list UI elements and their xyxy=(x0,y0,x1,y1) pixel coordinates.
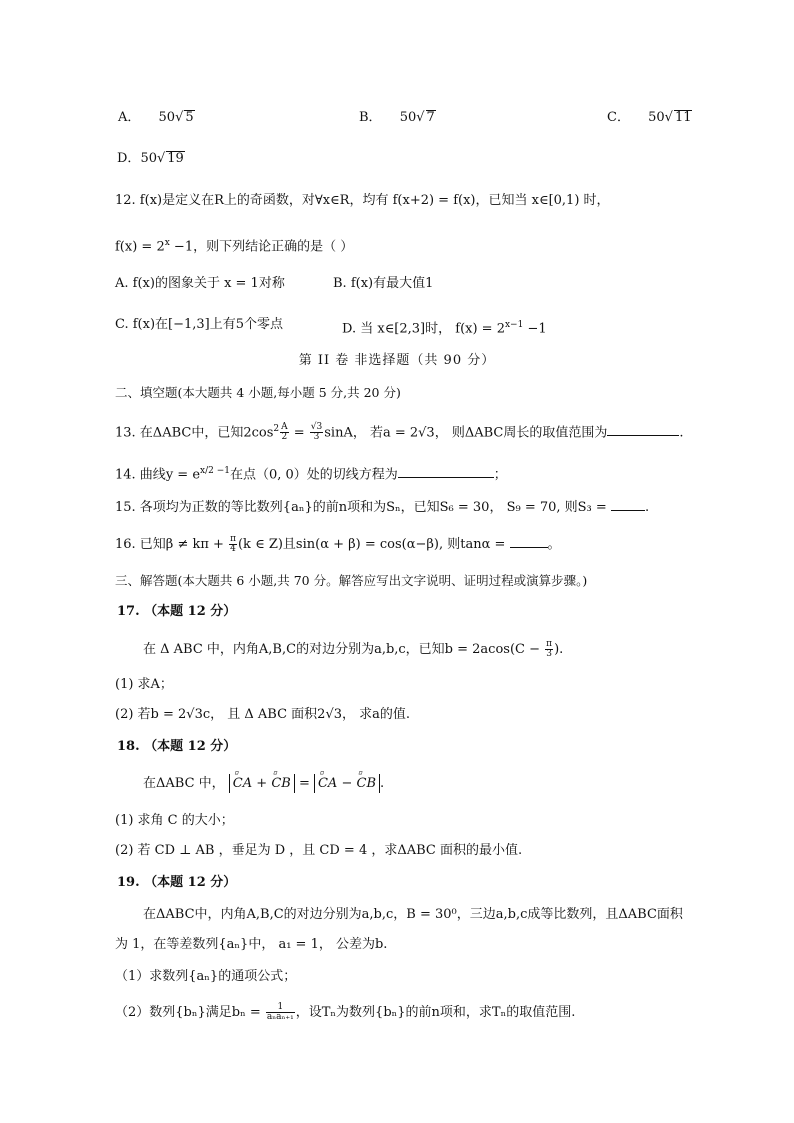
q17-fraction xyxy=(545,640,553,659)
frac-denominator: 3 xyxy=(546,649,552,659)
sqrt-symbol: √ xyxy=(664,110,673,125)
frac-numerator: A xyxy=(281,422,288,433)
q13-end: . xyxy=(679,425,684,441)
q15-end: . xyxy=(644,500,650,515)
q16-fraction xyxy=(229,535,237,554)
q17-stem xyxy=(143,640,563,659)
q11-option-a xyxy=(118,109,195,127)
option-tail: −1 xyxy=(523,321,547,337)
q17-part1: (1) 求A； xyxy=(115,677,173,692)
q18-part1: (1) 求角 C 的大小； xyxy=(115,813,234,828)
q19-fraction xyxy=(266,1003,295,1022)
option-label: B． xyxy=(359,110,382,125)
frac-numerator: π xyxy=(230,534,236,544)
q19-part2 xyxy=(115,1003,575,1022)
sqrt-symbol: √ xyxy=(156,151,166,166)
part2-heading: 二、填空题(本大题共 4 小题,每小题 5 分,共 20 分) xyxy=(115,385,401,400)
option-radicand: 19 xyxy=(167,151,184,166)
option-coef: 50 xyxy=(158,110,176,125)
vector-cb: ⸋ CB xyxy=(271,775,291,793)
frac-numerator: 1 xyxy=(266,1003,295,1013)
q12-line1: 12. f(x)是定义在R上的奇函数，对∀x∈R，均有 f(x+2) = f(x)，已知当 x∈[0,1) 时， xyxy=(115,193,610,208)
option-coef: 50 xyxy=(648,110,665,125)
q19-heading: 19. （本题 12 分） xyxy=(117,875,237,890)
q13-fraction xyxy=(280,423,289,442)
q13-question: sinA， 若a = 2√3， 则ΔABC周长的取值范围为 xyxy=(324,425,608,441)
q17-part2: (2) 若b = 2√3c， 且 Δ ABC 面积2√3， 求a的值. xyxy=(115,707,411,722)
q15-line xyxy=(115,497,649,517)
q16-text: 16. 已知β ≠ kπ + xyxy=(115,537,229,552)
q12-option-a: A. f(x)的图象关于 x = 1对称 xyxy=(115,276,285,291)
q14-question: 在点（0, 0）处的切线方程为 xyxy=(229,467,398,483)
section-title: 第 II 卷 非选择题（共 90 分） xyxy=(298,353,496,368)
q14-end: ； xyxy=(493,467,507,483)
q13-text: 13. 在ΔABC中，已知2cos xyxy=(115,425,274,441)
frac-numerator: √3 xyxy=(310,422,323,433)
frac-denominator: 2 xyxy=(281,432,288,443)
vector-ca: ⸋ CA xyxy=(318,775,337,793)
option-radicand: 5 xyxy=(185,110,194,125)
frac-denominator: 3 xyxy=(313,432,320,443)
option-text: D. 当 x∈[2,3]时， f(x) = 2 xyxy=(342,321,505,337)
vector-ca: ⸋ CA xyxy=(233,775,252,793)
option-label: D． xyxy=(117,151,141,166)
frac-denominator: 4 xyxy=(230,544,236,554)
q18-abs-diff xyxy=(314,774,380,793)
q15-text: 15. 各项均为正数的等比数列{aₙ}的前n项和为Sₙ，已知S₆ = 30， S₉ = 70, 则S₃ = xyxy=(115,500,611,515)
option-coef: 50 xyxy=(140,151,157,166)
option-label: C． xyxy=(607,110,630,125)
q14-func: y = e xyxy=(165,467,201,483)
q12-option-b: B. f(x)有最大值1 xyxy=(333,276,434,291)
q16-end: 。 xyxy=(547,537,561,552)
sqrt-symbol: √ xyxy=(175,110,184,125)
q13-line xyxy=(115,420,684,442)
answer-blank xyxy=(607,422,679,436)
vector-cb: ⸋ CB xyxy=(357,775,377,793)
sqrt-symbol: √ xyxy=(416,110,425,125)
q19-text: （2）数列{bₙ}满足bₙ = xyxy=(115,1005,265,1020)
q13-equals: = xyxy=(289,425,309,441)
q18-text: 在ΔABC 中， xyxy=(143,776,225,791)
q19-part1: （1）求数列{aₙ}的通项公式； xyxy=(115,969,297,984)
q12-option-d xyxy=(342,316,547,338)
q14-exponent: x/2 −1 xyxy=(200,466,230,476)
q11-option-c xyxy=(607,109,692,127)
q12-option-c: C. f(x)在[−1,3]上有5个零点 xyxy=(115,317,284,332)
q18-abs-sum xyxy=(229,774,295,793)
answer-blank xyxy=(398,464,494,478)
q11-option-b xyxy=(359,109,436,127)
q18-part2: (2) 若 CD ⊥ AB ，垂足为 D ，且 CD = 4 ，求ΔABC 面积的最小值. xyxy=(115,843,523,858)
q12-exponent: x xyxy=(164,238,170,248)
q17-heading: 17. （本题 12 分） xyxy=(117,604,237,619)
option-radicand: 7 xyxy=(426,110,435,125)
answer-blank xyxy=(510,534,548,548)
q19-text-end: ，设Tₙ为数列{bₙ}的前n项和，求Tₙ的取值范围. xyxy=(295,1005,576,1020)
q19-stem1: 在ΔABC中，内角A,B,C的对边分别为a,b,c，B = 30⁰，三边a,b,c成等比数列，且ΔABC面积 xyxy=(143,907,683,922)
q12-question: −1，则下列结论正确的是（ ） xyxy=(169,239,354,255)
option-coef: 50 xyxy=(399,110,417,125)
option-label: A． xyxy=(118,110,141,125)
q19-stem2: 为 1，在等差数列{aₙ}中， a₁ = 1， 公差为b. xyxy=(115,937,388,952)
q13-exponent: 2 xyxy=(273,424,280,434)
frac-numerator: π xyxy=(546,639,553,649)
q16-question: (k ∈ Z)且sin(α + β) = cos(α−β), 则tanα = xyxy=(237,537,510,552)
q16-line xyxy=(115,534,561,554)
q18-stem xyxy=(143,775,384,793)
answer-blank xyxy=(611,497,645,511)
q17-text-end: ). xyxy=(554,642,564,657)
q14-text: 14. 曲线 xyxy=(115,467,166,483)
part3-heading: 三、解答题(本大题共 6 小题,共 70 分。解答应写出文字说明、证明过程或演算步骤。) xyxy=(115,573,588,588)
plus-sign: + xyxy=(252,776,272,791)
option-exponent: x−1 xyxy=(504,320,524,330)
minus-sign: − xyxy=(337,776,357,791)
option-radicand: 11 xyxy=(674,110,692,125)
q12-line2 xyxy=(115,234,353,256)
q12-func: f(x) = 2 xyxy=(115,239,165,255)
frac-denominator: aₙaₙ₊₁ xyxy=(266,1012,294,1022)
q18-text-end: . xyxy=(380,776,385,791)
q18-heading: 18. （本题 12 分） xyxy=(117,739,237,754)
q14-line xyxy=(115,462,507,484)
equals-sign: = xyxy=(294,776,314,791)
q11-option-d xyxy=(117,150,185,168)
q13-fraction2 xyxy=(310,423,323,442)
q17-text: 在 Δ ABC 中，内角A,B,C的对边分别为a,b,c，已知b = 2acos(C − xyxy=(143,642,545,657)
